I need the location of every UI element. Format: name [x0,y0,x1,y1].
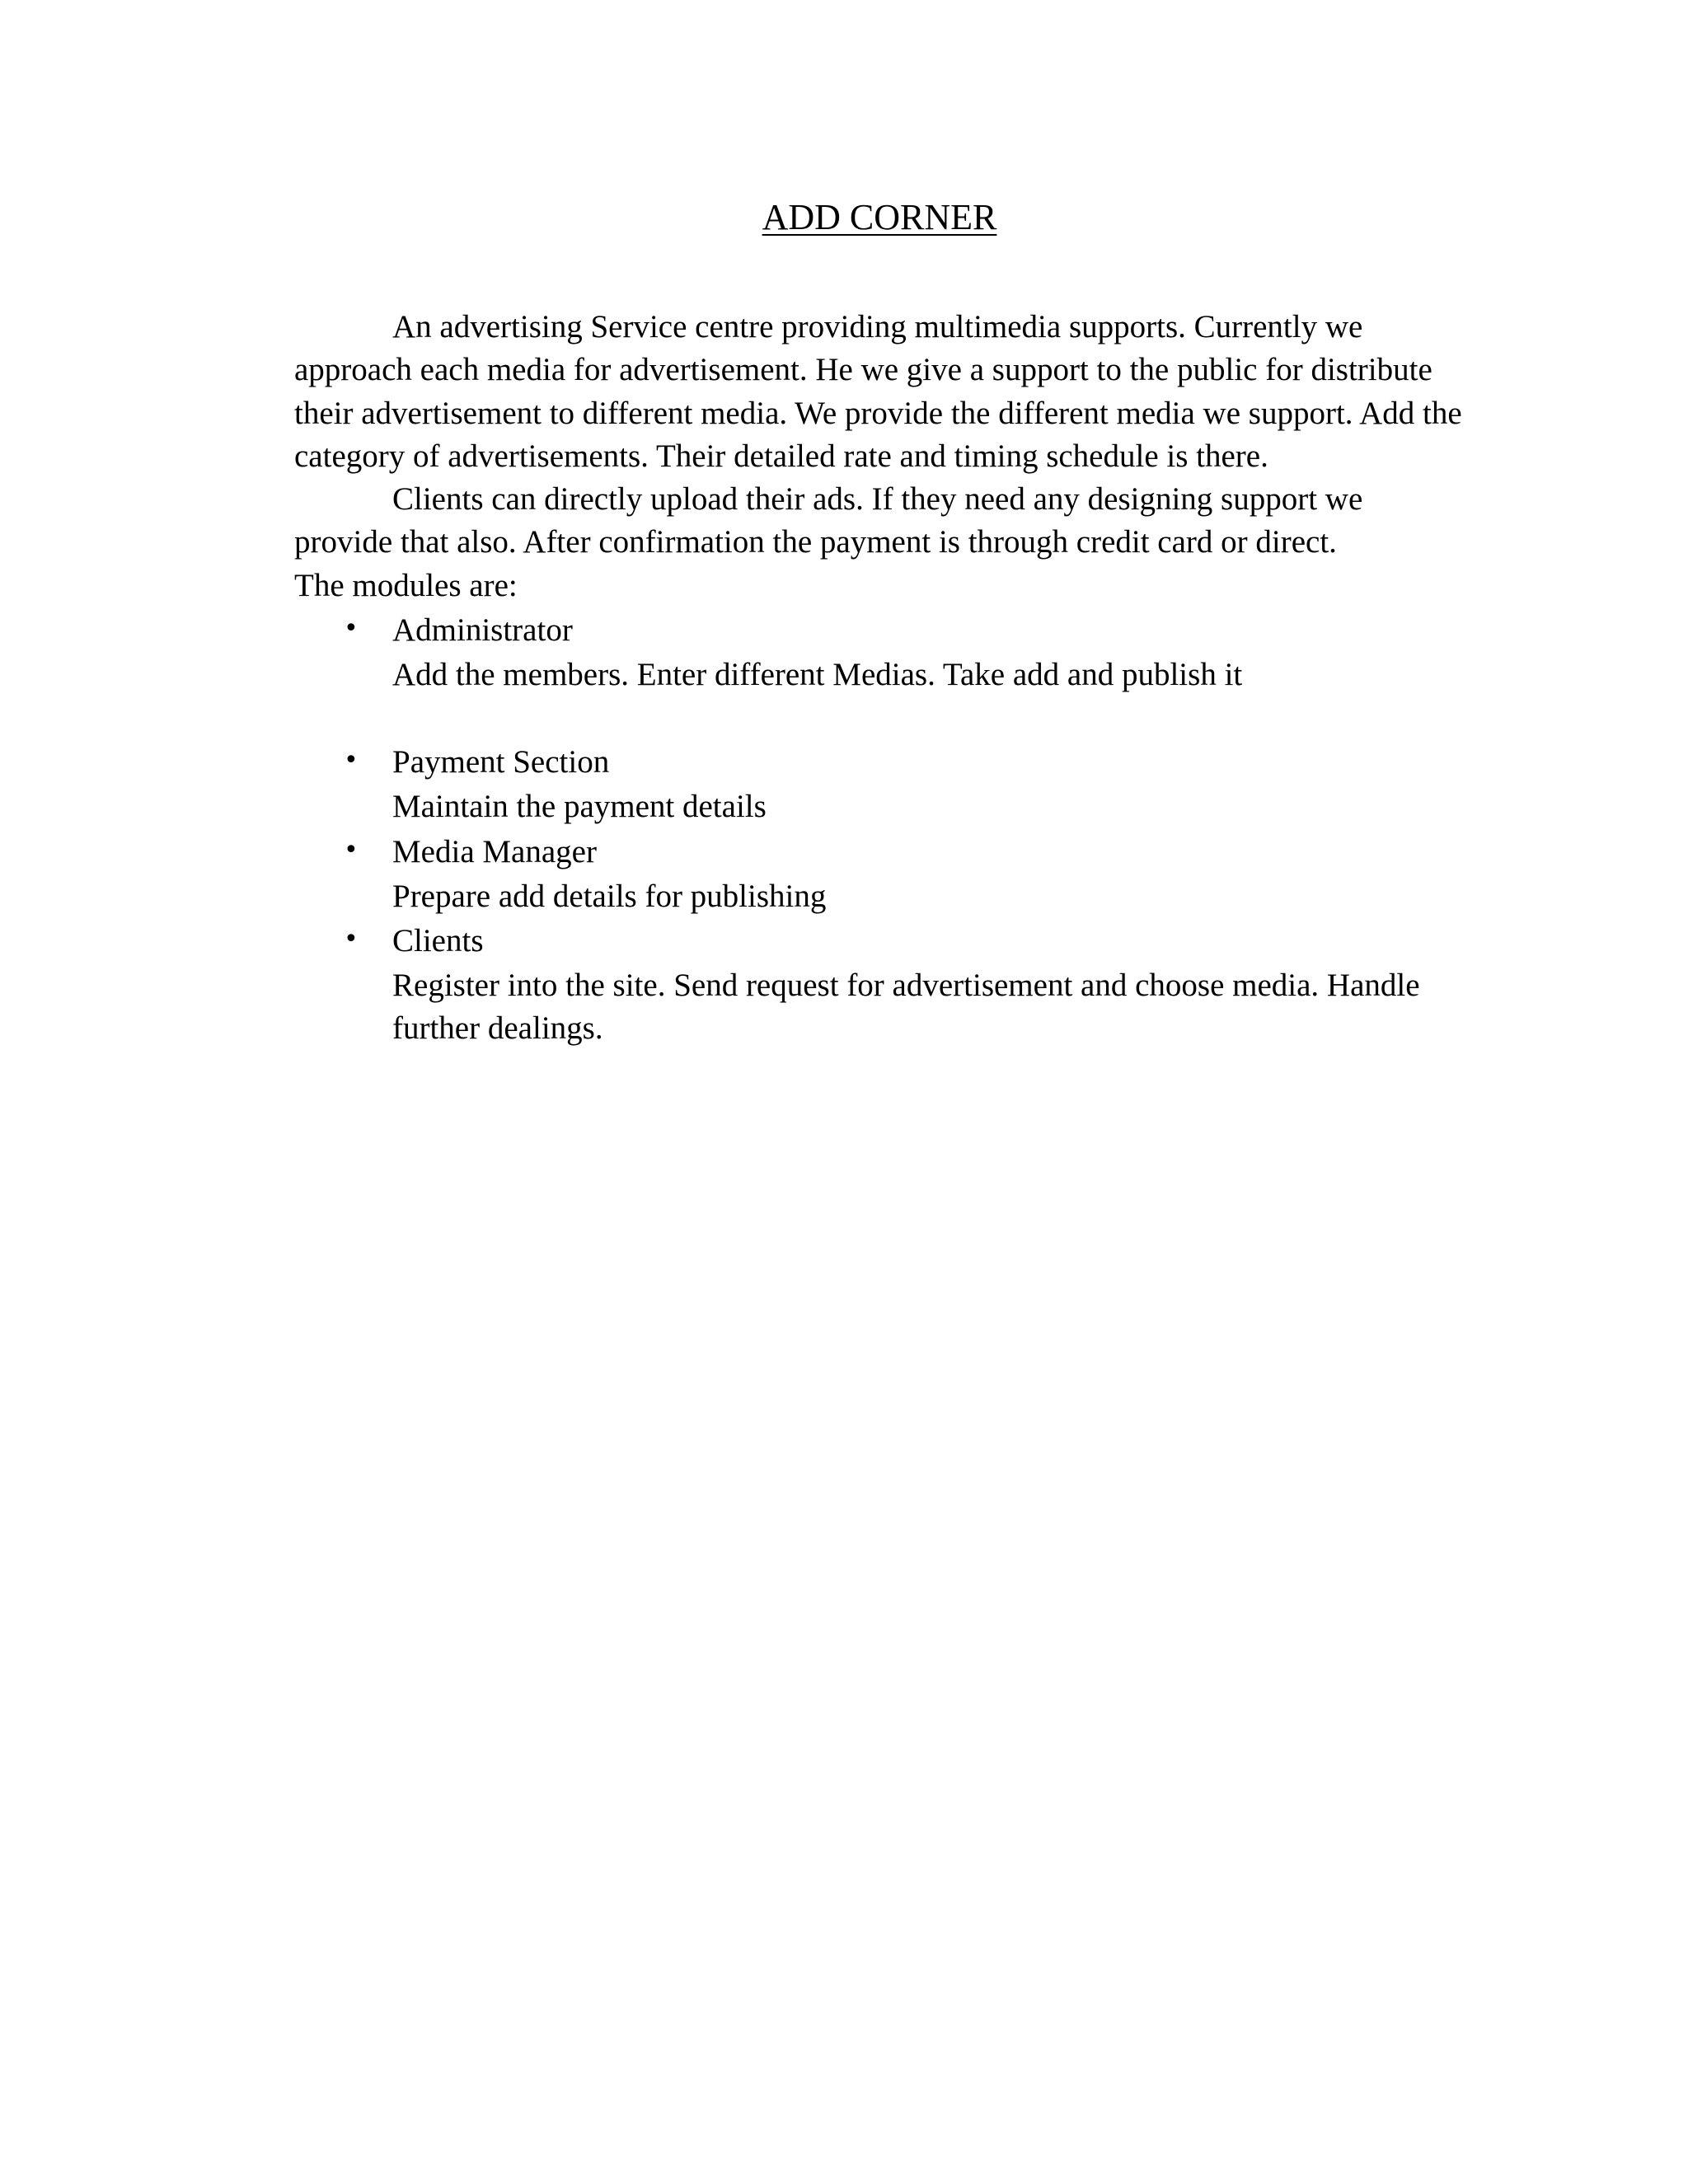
module-item-payment-section [294,739,1465,828]
intro-paragraph: An advertising Service centre providing multimedia supports. Currently we approach each media for advertisement. He we give a support to the public for distribute their advertisement to different media. We provide the different media we support. Add the category of advertisements. Their detailed rate and timing schedule is there. [294,309,1462,474]
module-description: Prepare add details for publishing [392,878,827,914]
bullet-icon: • [344,746,359,776]
module-name: Payment Section [392,744,610,780]
module-item-administrator [294,607,1465,739]
blank-line [392,696,1465,739]
module-description: Register into the site. Send request for advertisement and choose media. Handle further dealings. [392,967,1420,1047]
document-body [294,306,1465,1051]
module-description: Maintain the payment details [392,789,767,825]
module-item-clients [294,918,1465,1051]
module-name: Media Manager [392,833,597,869]
module-description: Add the members. Enter different Medias. Take add and publish it [392,657,1243,693]
bullet-icon: • [344,924,359,954]
modules-label: The modules are: [294,567,518,603]
module-name: Clients [392,922,484,958]
module-name: Administrator [392,612,573,649]
module-list [294,607,1465,1050]
bullet-icon: • [344,835,359,865]
bullet-icon: • [344,614,359,644]
document-title: ADD CORNER [762,197,997,237]
clients-paragraph: Clients can directly upload their ads. If they need any designing support we provide that also. After confirmation the payment is through credit card or direct. [294,481,1363,560]
module-item-media-manager [294,829,1465,918]
